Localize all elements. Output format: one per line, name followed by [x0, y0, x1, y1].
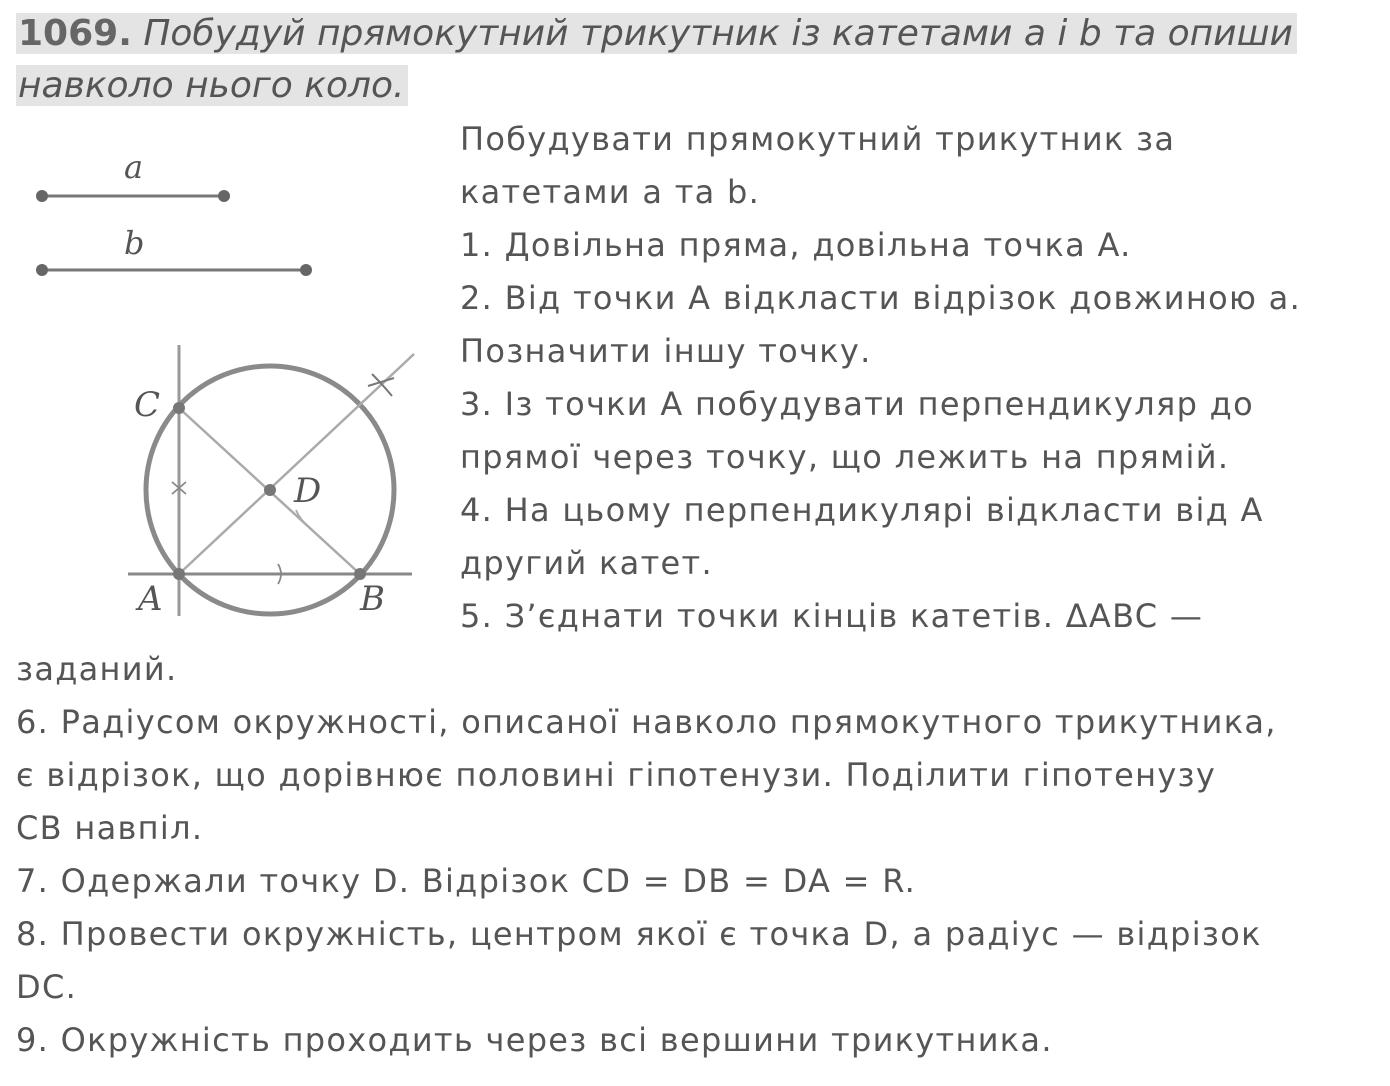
- label-a: A: [138, 579, 163, 619]
- point-c: [173, 402, 185, 414]
- label-b: B: [360, 579, 385, 619]
- solution-line-13: є відрізок, що дорівнює половині гіпотенузи. Поділити гіпотенузу: [16, 756, 1217, 794]
- median-line: [179, 354, 414, 574]
- solution-line-9: другий катет.: [460, 544, 713, 582]
- solution-line-4: 2. Від точки A відкласти відрізок довжиною a.: [460, 279, 1302, 317]
- solution-line-8: 4. На цьому перпендикулярі відкласти від A: [460, 491, 1264, 529]
- segment-a-end-point: [218, 190, 230, 202]
- solution-line-12: 6. Радіусом окружності, описаної навколо прямокутного трикутника,: [16, 703, 1277, 741]
- segment-b-start-point: [36, 264, 48, 276]
- construction-figure: [0, 110, 440, 630]
- segment-b-label: b: [124, 224, 145, 262]
- solution-line-11: заданий.: [16, 650, 178, 688]
- solution-line-5: Позначити іншу точку.: [460, 332, 872, 370]
- point-d: [264, 484, 276, 496]
- segment-a-label: a: [124, 148, 144, 186]
- solution-line-1: Побудувати прямокутний трикутник за: [460, 120, 1176, 158]
- label-c: C: [134, 385, 161, 425]
- task-line-1: [16, 13, 1297, 54]
- solution-line-17: DC.: [16, 968, 78, 1006]
- solution-line-3: 1. Довільна пряма, довільна точка A.: [460, 226, 1132, 264]
- task-text-line-2: навколо нього коло.: [16, 65, 408, 106]
- solution-line-15: 7. Одержали точку D. Відрізок CD = DB = DA = R.: [16, 862, 917, 900]
- task-text-line-1: Побудуй прямокутний трикутник із катетами a і b та опиши: [143, 13, 1293, 54]
- solution-line-16: 8. Провести окружність, центром якої є точка D, а радіус — відрізок: [16, 915, 1262, 953]
- solution-line-2: катетами a та b.: [460, 173, 761, 211]
- solution-line-14: CB навпіл.: [16, 809, 204, 847]
- segment-a-start-point: [36, 190, 48, 202]
- arc-mark-hypotenuse: [296, 510, 310, 528]
- solution-line-18: 9. Окружність проходить через всі вершини трикутника.: [16, 1021, 1053, 1059]
- task-statement: [16, 8, 1336, 112]
- solution-line-7: прямої через точку, що лежить на прямій.: [460, 438, 1230, 476]
- label-d: D: [294, 471, 322, 511]
- task-number: 1069.: [18, 13, 132, 54]
- segment-b-end-point: [300, 264, 312, 276]
- point-a: [173, 568, 185, 580]
- solution-line-10: 5. З’єднати точки кінців катетів. ΔABC —: [460, 597, 1204, 635]
- solution-line-6: 3. Із точки A побудувати перпендикуляр до: [460, 385, 1254, 423]
